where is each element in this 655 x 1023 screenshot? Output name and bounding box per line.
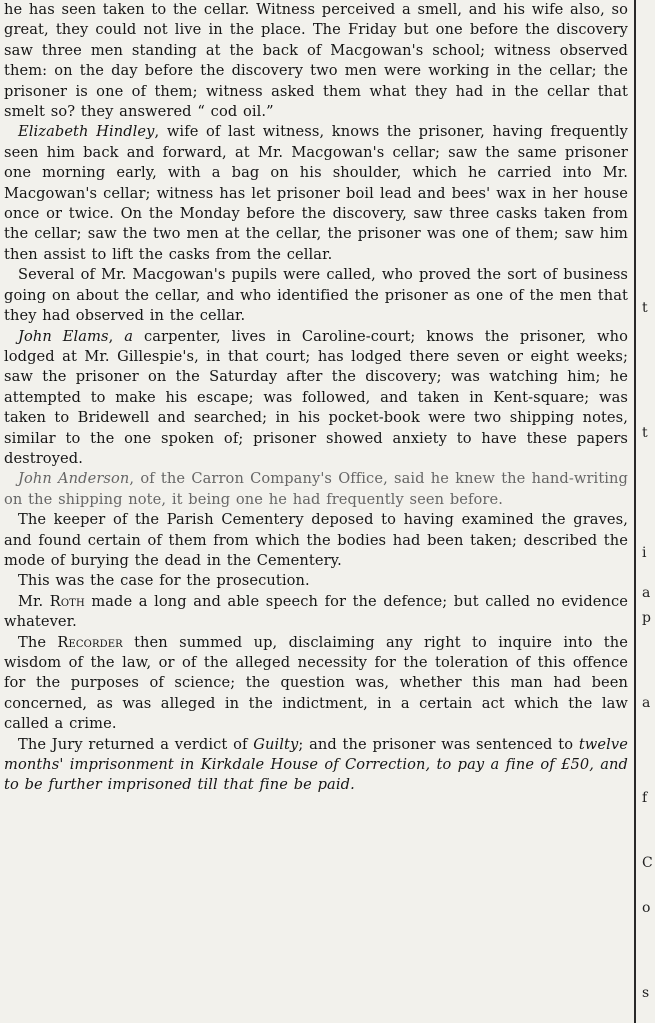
styled-text-run: twelve months' imprisonment in Kirkdale House of Correction, to pay a fine of £50, and to be further imprisoned till that fine be paid.: [4, 735, 628, 794]
margin-letter: i: [642, 545, 647, 561]
article-paragraph: [4, 327, 628, 470]
styled-text-run: a: [124, 327, 134, 345]
text-run: The Jury returned a verdict of: [18, 735, 254, 753]
margin-letter: t: [642, 425, 648, 441]
article-paragraph: [4, 510, 628, 571]
styled-text-run: Guilty: [253, 735, 299, 753]
text-run: then summed up, disclaiming any right to inquire into the wisdom of the law, or of the alleged necessity for the toleration of this offence for the purposes of science; the question was, whether this man had been concerned, as was alleged in the indictment, in a certain act which the law called a crime.: [4, 633, 628, 733]
margin-letter: f: [642, 790, 648, 806]
text-run: , of the Carron Company's Office, said he knew the hand-writing on the shipping note, it being one he had frequently seen before.: [4, 470, 628, 508]
article-paragraph: [4, 0, 628, 122]
text-run: The: [18, 633, 58, 651]
text-run: , wife of last witness, knows the prisoner, having frequently seen him back and forward, at Mr. Macgowan's cellar; saw the same prisoner one morning early, with a bag on his shoulder, which he carried into Mr. Macgowan's cellar; witness has let prisoner boil lead and bees' wax in her house once or twice. On the Monday before the discovery, saw three casks taken from the cellar; saw the two men at the cellar, the prisoner was one of them; saw him then assist to lift the casks from the cellar.: [4, 123, 628, 263]
adjacent-column-fragment: [640, 0, 655, 1023]
margin-letter: C: [642, 855, 653, 871]
article-paragraph: [4, 633, 628, 735]
text-run: ,: [108, 327, 125, 345]
text-run: ; and the prisoner was sentenced to: [298, 735, 579, 753]
text-run: Several of Mr. Macgowan's pupils were called, who proved the sort of business going on about the cellar, and who identified the prisoner as one of the men that they had observed in the cellar.: [4, 266, 628, 325]
styled-text-run: Elizabeth Hindley: [18, 123, 155, 141]
styled-text-run: John Elams: [18, 327, 109, 345]
margin-letter: a: [642, 585, 651, 601]
article-column: [4, 0, 628, 1023]
text-run: made a long and able speech for the defence; but called no evidence whatever.: [4, 592, 629, 631]
margin-letter: p: [642, 610, 651, 626]
styled-text-run: John Anderson: [18, 470, 130, 488]
margin-letter: s: [642, 985, 650, 1001]
styled-text-run: Recorder: [57, 633, 123, 651]
styled-text-run: Roth: [49, 592, 85, 610]
margin-letter: o: [642, 900, 651, 916]
text-run: This was the case for the prosecution.: [18, 572, 310, 590]
margin-letter: t: [642, 300, 648, 316]
column-rule: [634, 0, 636, 1023]
margin-letter: a: [642, 695, 651, 711]
article-paragraph: [4, 571, 628, 591]
article-paragraph: [4, 735, 628, 796]
article-paragraph: [4, 469, 628, 510]
text-run: Mr.: [18, 592, 50, 610]
article-paragraph: [4, 265, 628, 326]
text-run: The keeper of the Parish Cementery deposed to having examined the graves, and found certain of them from which the bodies had been taken; described the mode of burying the dead in the Cementery.: [4, 511, 628, 569]
article-paragraph: [4, 122, 628, 265]
article-paragraph: [4, 592, 628, 633]
text-run: he has seen taken to the cellar. Witness perceived a smell, and his wife also, so great, they could not live in the place. The Friday but one before the discovery saw three men standing at the back of Macgowan's school; witness observed them: on the day before the discovery two men were working in the cellar; the prisoner is one of them; witness asked them what they had in the cellar that smelt so? they answered “ cod oil.”: [4, 1, 628, 121]
text-run: carpenter, lives in Caroline-court; knows the prisoner, who lodged at Mr. Gillespie's, in that court; has lodged there seven or eight weeks; saw the prisoner on the Saturday after the discovery; was watching him; he attempted to make his escape; was followed, and taken in Kent-square; was taken to Bridewell and searched; in his pocket-book were two shipping notes, similar to the one spoken of; prisoner showed anxiety to have these papers destroyed.: [4, 327, 628, 467]
